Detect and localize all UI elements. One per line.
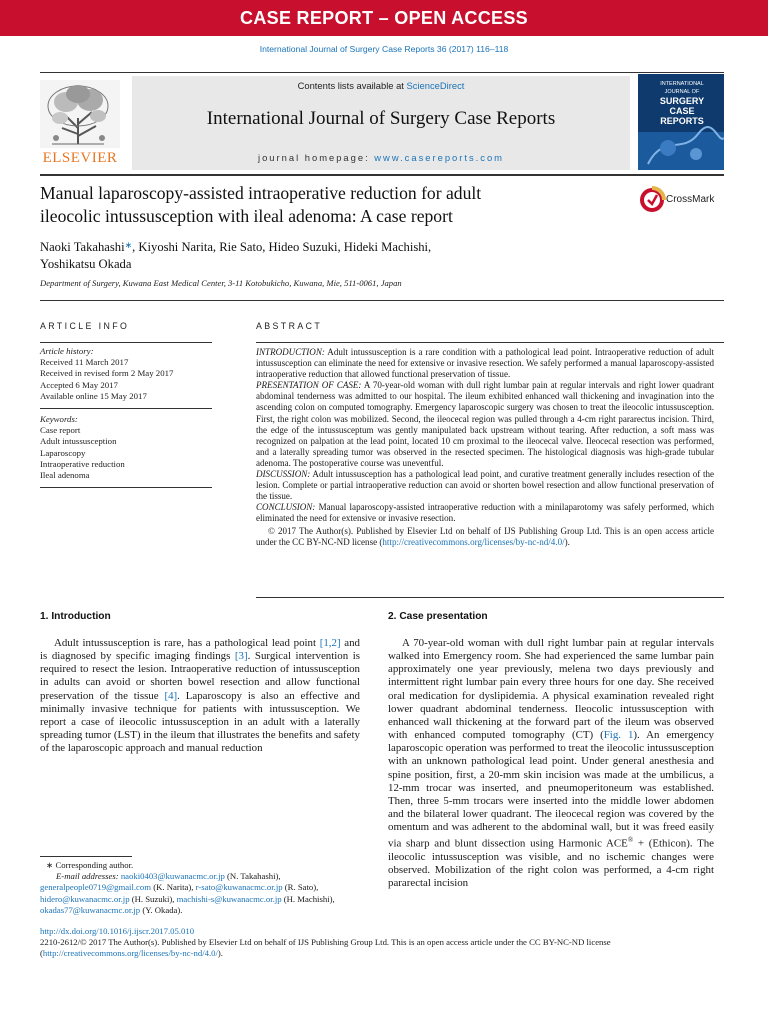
title-line: ileocolic intussusception with ileal adenoma: A case report <box>40 205 453 226</box>
corresponding-footnote <box>40 860 370 916</box>
author-list <box>40 237 600 273</box>
author-line: Yoshikatsu Okada <box>40 257 132 271</box>
cover-line: JOURNAL OF <box>664 89 700 95</box>
body-text: A 70-year-old woman with dull right lumbar pain at regular intervals walked into Emergency room. She had experienced the same lumbar pain approximately one year previously, melena two days previously and intermittent right lumbar pain every three hours for one day. She received oral medication for dyslipidemia. A physical examination revealed right lower quadrant abdominal tenderness. Ileocolic intussusception with enhanced wall thickening at the forward part of the ileum was observed with enhanced computed tomography (CT) ( <box>388 637 714 742</box>
email-owner: (R. Sato), <box>282 882 319 893</box>
abstract-introduction <box>256 347 714 380</box>
banner-label: CASE REPORT – OPEN ACCESS <box>240 7 528 28</box>
email-link[interactable]: okadas77@kuwanacmc.or.jp <box>40 904 141 915</box>
reference-link[interactable]: [1,2] <box>319 637 341 649</box>
homepage-link[interactable]: www.casereports.com <box>374 152 504 163</box>
case-presentation-body <box>388 637 714 891</box>
contents-line <box>132 80 630 91</box>
publisher-name: ELSEVIER <box>42 150 118 166</box>
license-link[interactable]: http://creativecommons.org/licenses/by-nc-nd/4.0/ <box>382 536 565 547</box>
header-rule-bottom <box>40 174 724 176</box>
journal-title: International Journal of Surgery Case Reports <box>206 108 556 129</box>
email-line <box>40 894 370 905</box>
keyword: Case report <box>40 425 81 436</box>
journal-homepage <box>132 152 630 163</box>
footnote-rule <box>40 856 132 857</box>
keyword: Ileal adenoma <box>40 470 90 481</box>
history-item: Received 11 March 2017 <box>40 357 129 368</box>
email-link[interactable]: generalpeople0719@gmail.com <box>40 882 152 893</box>
history-item: Available online 15 May 2017 <box>40 390 147 401</box>
email-link[interactable]: hidero@kuwanacmc.or.jp <box>40 893 130 904</box>
abstract-copyright <box>256 526 714 548</box>
cover-line: SURGERY <box>659 96 705 106</box>
issn-end: ). <box>217 948 223 959</box>
keyword: Laparoscopy <box>40 447 86 458</box>
article-info-heading: ARTICLE INFO <box>40 321 130 331</box>
abstract-conclusion <box>256 502 714 524</box>
footnote-mark: ∗ <box>46 860 54 870</box>
cover-title <box>644 80 720 126</box>
abstract-label: DISCUSSION: <box>256 469 311 480</box>
email-owner: (K. Narita), <box>151 882 196 893</box>
abstract-case <box>256 380 714 469</box>
title-line: Manual laparoscopy-assisted intraoperative reduction for adult <box>40 183 482 203</box>
doi-block <box>40 926 724 960</box>
contents-prefix: Contents lists available at <box>297 80 407 91</box>
introduction-heading: 1. Introduction <box>40 611 111 622</box>
journal-cover <box>638 74 724 170</box>
homepage-prefix: journal homepage: <box>258 152 375 163</box>
article-info-rule <box>40 342 212 343</box>
copyright-text: © 2017 The Author(s). Published by Elsevier Ltd on behalf of IJS Publishing Group Ltd. This is an open access article under the CC BY-NC-ND license ( <box>256 525 714 547</box>
abstract-body: Manual laparoscopy-assisted intraoperative reduction with a minilaparotomy was safely performed, which eliminated the need for extensive or invasive resection. <box>256 502 714 524</box>
figure-link[interactable]: Fig. 1 <box>603 729 634 742</box>
corresponding-line <box>40 860 370 871</box>
crossmark-label[interactable]: CrossMark <box>666 194 715 205</box>
body-text: . Laparoscopy is also an effective and minimally invasive technique for patients with intussusception. We report a case of ileocolic intussusception in an adult with a laterally spreading tumor (LST) in the ileum that illustrates the benefits and safety of the laparoscopic approach and manual reduction <box>40 689 360 755</box>
history-label: Article history: <box>40 346 94 356</box>
email-owner: (H. Suzuki), <box>129 893 177 904</box>
open-access-banner <box>0 0 768 36</box>
body-text: ). An emergency laparoscopic operation was performed to treat the ileocolic intussusception with an unknown pathological lead point. Under general anesthesia and spine position, first, a 20-mm skin incision was made at the umbilicus, a 12-mm trocar was inserted, and pneumoperitoneum was established. Then, three 5-mm trocars were inserted into the middle lower abdomen and the bilateral lower quadrant. The ileocecal region was covered by the omentum and was adherent to the abdominal wall, but it was freed easily via sharp and blunt dissection using Harmonic ACE <box>388 729 715 850</box>
abstract-body: Adult intussusception is a rare condition with a pathological lead point. Intraoperative reduction of adult intussusception can eliminate the need for extensive or invasive resection. We safely performed a manual laparoscopy-assisted intraoperative reduction that allowed functional preservation of tissue. <box>256 347 714 380</box>
article-history <box>40 346 212 402</box>
abstract-body: A 70-year-old woman with dull right lumbar pain at regular intervals and right lower quadrant abdominal tenderness was admitted to our hospital. The ileum exhibited enhanced wall thickening and invagination into the ascending colon on computed tomography. Emergency laparoscopic surgery was chosen to treat the ileocolic intussusception. First, the right colon was mobilized. Second, the ileocecal region was pulled through a 4-cm right pararectus incision. Third, the edge of the intussusceptum was gently manipulated back upstream without tearing. After reduction, a soft mass was recognized on palpation at the lead point, located 10 cm proximal to the ileocecal valve. Ileocecal resection was performed, and a laterally spreading tumor was observed in the resected specimen. The histological diagnosis was high-grade tubular adenoma. The postoperative course was uneventful. <box>256 380 715 468</box>
case-presentation-heading: 2. Case presentation <box>388 611 488 622</box>
header-rule-top <box>40 72 724 73</box>
affiliation: Department of Surgery, Kuwana East Medical Center, 3-11 Kotobukicho, Kuwana, Mie, 511-0061, Japan <box>40 278 402 288</box>
email-line <box>40 882 370 893</box>
abstract-label: INTRODUCTION: <box>256 347 325 357</box>
cover-line: CASE <box>669 106 695 116</box>
history-item: Accepted 6 May 2017 <box>40 379 118 390</box>
email-link[interactable]: r-sato@kuwanacmc.or.jp <box>195 882 283 893</box>
abstract-label: PRESENTATION OF CASE: <box>256 380 362 391</box>
email-link[interactable]: naoki0403@kuwanacmc.or.jp <box>120 871 225 882</box>
cover-line: REPORTS <box>660 116 704 126</box>
journal-citation[interactable]: International Journal of Surgery Case Reports 36 (2017) 116–118 <box>259 44 509 54</box>
issn-line <box>40 937 724 959</box>
reference-link[interactable]: [3] <box>234 650 248 663</box>
author-names: , Kiyoshi Narita, Rie Sato, Hideo Suzuki, Hideki Machishi, <box>132 240 432 254</box>
corresponding-label: Corresponding author. <box>53 860 134 870</box>
email-owner: (Y. Okada). <box>140 904 183 915</box>
sciencedirect-link[interactable]: ScienceDirect <box>406 80 465 91</box>
email-line <box>40 905 370 916</box>
corresponding-mark[interactable]: ∗ <box>124 240 133 250</box>
abstract-bottom-rule <box>256 597 724 598</box>
doi-link[interactable]: http://dx.doi.org/10.1016/j.ijscr.2017.05.010 <box>40 926 195 936</box>
article-title <box>40 182 600 227</box>
email-owner: (H. Machishi), <box>281 893 335 904</box>
keywords <box>40 414 212 481</box>
email-link[interactable]: machishi-s@kuwanacmc.or.jp <box>176 893 282 904</box>
abstract-discussion <box>256 469 714 502</box>
cover-line: INTERNATIONAL <box>660 81 704 87</box>
abstract-rule <box>256 342 724 343</box>
email-line <box>40 871 370 882</box>
email-label: E-mail addresses: <box>56 871 119 882</box>
history-item: Received in revised form 2 May 2017 <box>40 368 174 379</box>
license-link[interactable]: http://creativecommons.org/licenses/by-nc-nd/4.0/ <box>42 948 218 959</box>
reference-link[interactable]: [4] <box>164 689 178 702</box>
body-text: . Surgical intervention is required to resect the lesion. Intraoperative reduction of intussusception in adults can avoid or shorten bowel resection and allow functional preservation of the tissue <box>40 650 361 702</box>
registered-mark: ® <box>627 836 634 845</box>
issn-text: 2210-2612/© 2017 The Author(s). Published by Elsevier Ltd on behalf of IJS Publishing Group Ltd. This is an open access article under the CC BY-NC-ND license ( <box>40 937 611 959</box>
case-paragraph <box>388 637 714 891</box>
keyword: Adult intussusception <box>40 436 117 447</box>
abstract-label: CONCLUSION: <box>256 502 316 513</box>
body-text: Adult intussusception is rare, has a pathological lead point <box>54 637 320 649</box>
copyright-end: ). <box>564 536 570 547</box>
author-name: Naoki Takahashi <box>40 240 125 254</box>
abstract-heading: ABSTRACT <box>256 321 323 331</box>
keywords-label: Keywords: <box>40 414 78 424</box>
affiliation-rule <box>40 300 724 301</box>
abstract-text <box>256 347 714 548</box>
introduction-paragraph <box>40 637 360 755</box>
article-info-mid-rule <box>40 408 212 409</box>
author-line <box>40 237 600 256</box>
body-text: + (Ethicon). The ileocolic intussusception was visible, and no ischemic changes were observed. Mobilization of the right colon was performed, a 4-cm right pararectal incision <box>388 837 714 890</box>
introduction-body <box>40 637 360 755</box>
keyword: Intraoperative reduction <box>40 458 125 469</box>
body-text: and is diagnosed by specific imaging findings <box>40 637 360 663</box>
abstract-body: Adult intussusception has a pathological lead point, and curative treatment generally includes resection of the lesion. Complete or partial intraoperative reduction can avoid or shorten bowel resection and allow functional preservation of the tissue. <box>256 469 714 502</box>
email-owner: (N. Takahashi), <box>224 871 281 882</box>
article-info-bottom-rule <box>40 487 212 488</box>
